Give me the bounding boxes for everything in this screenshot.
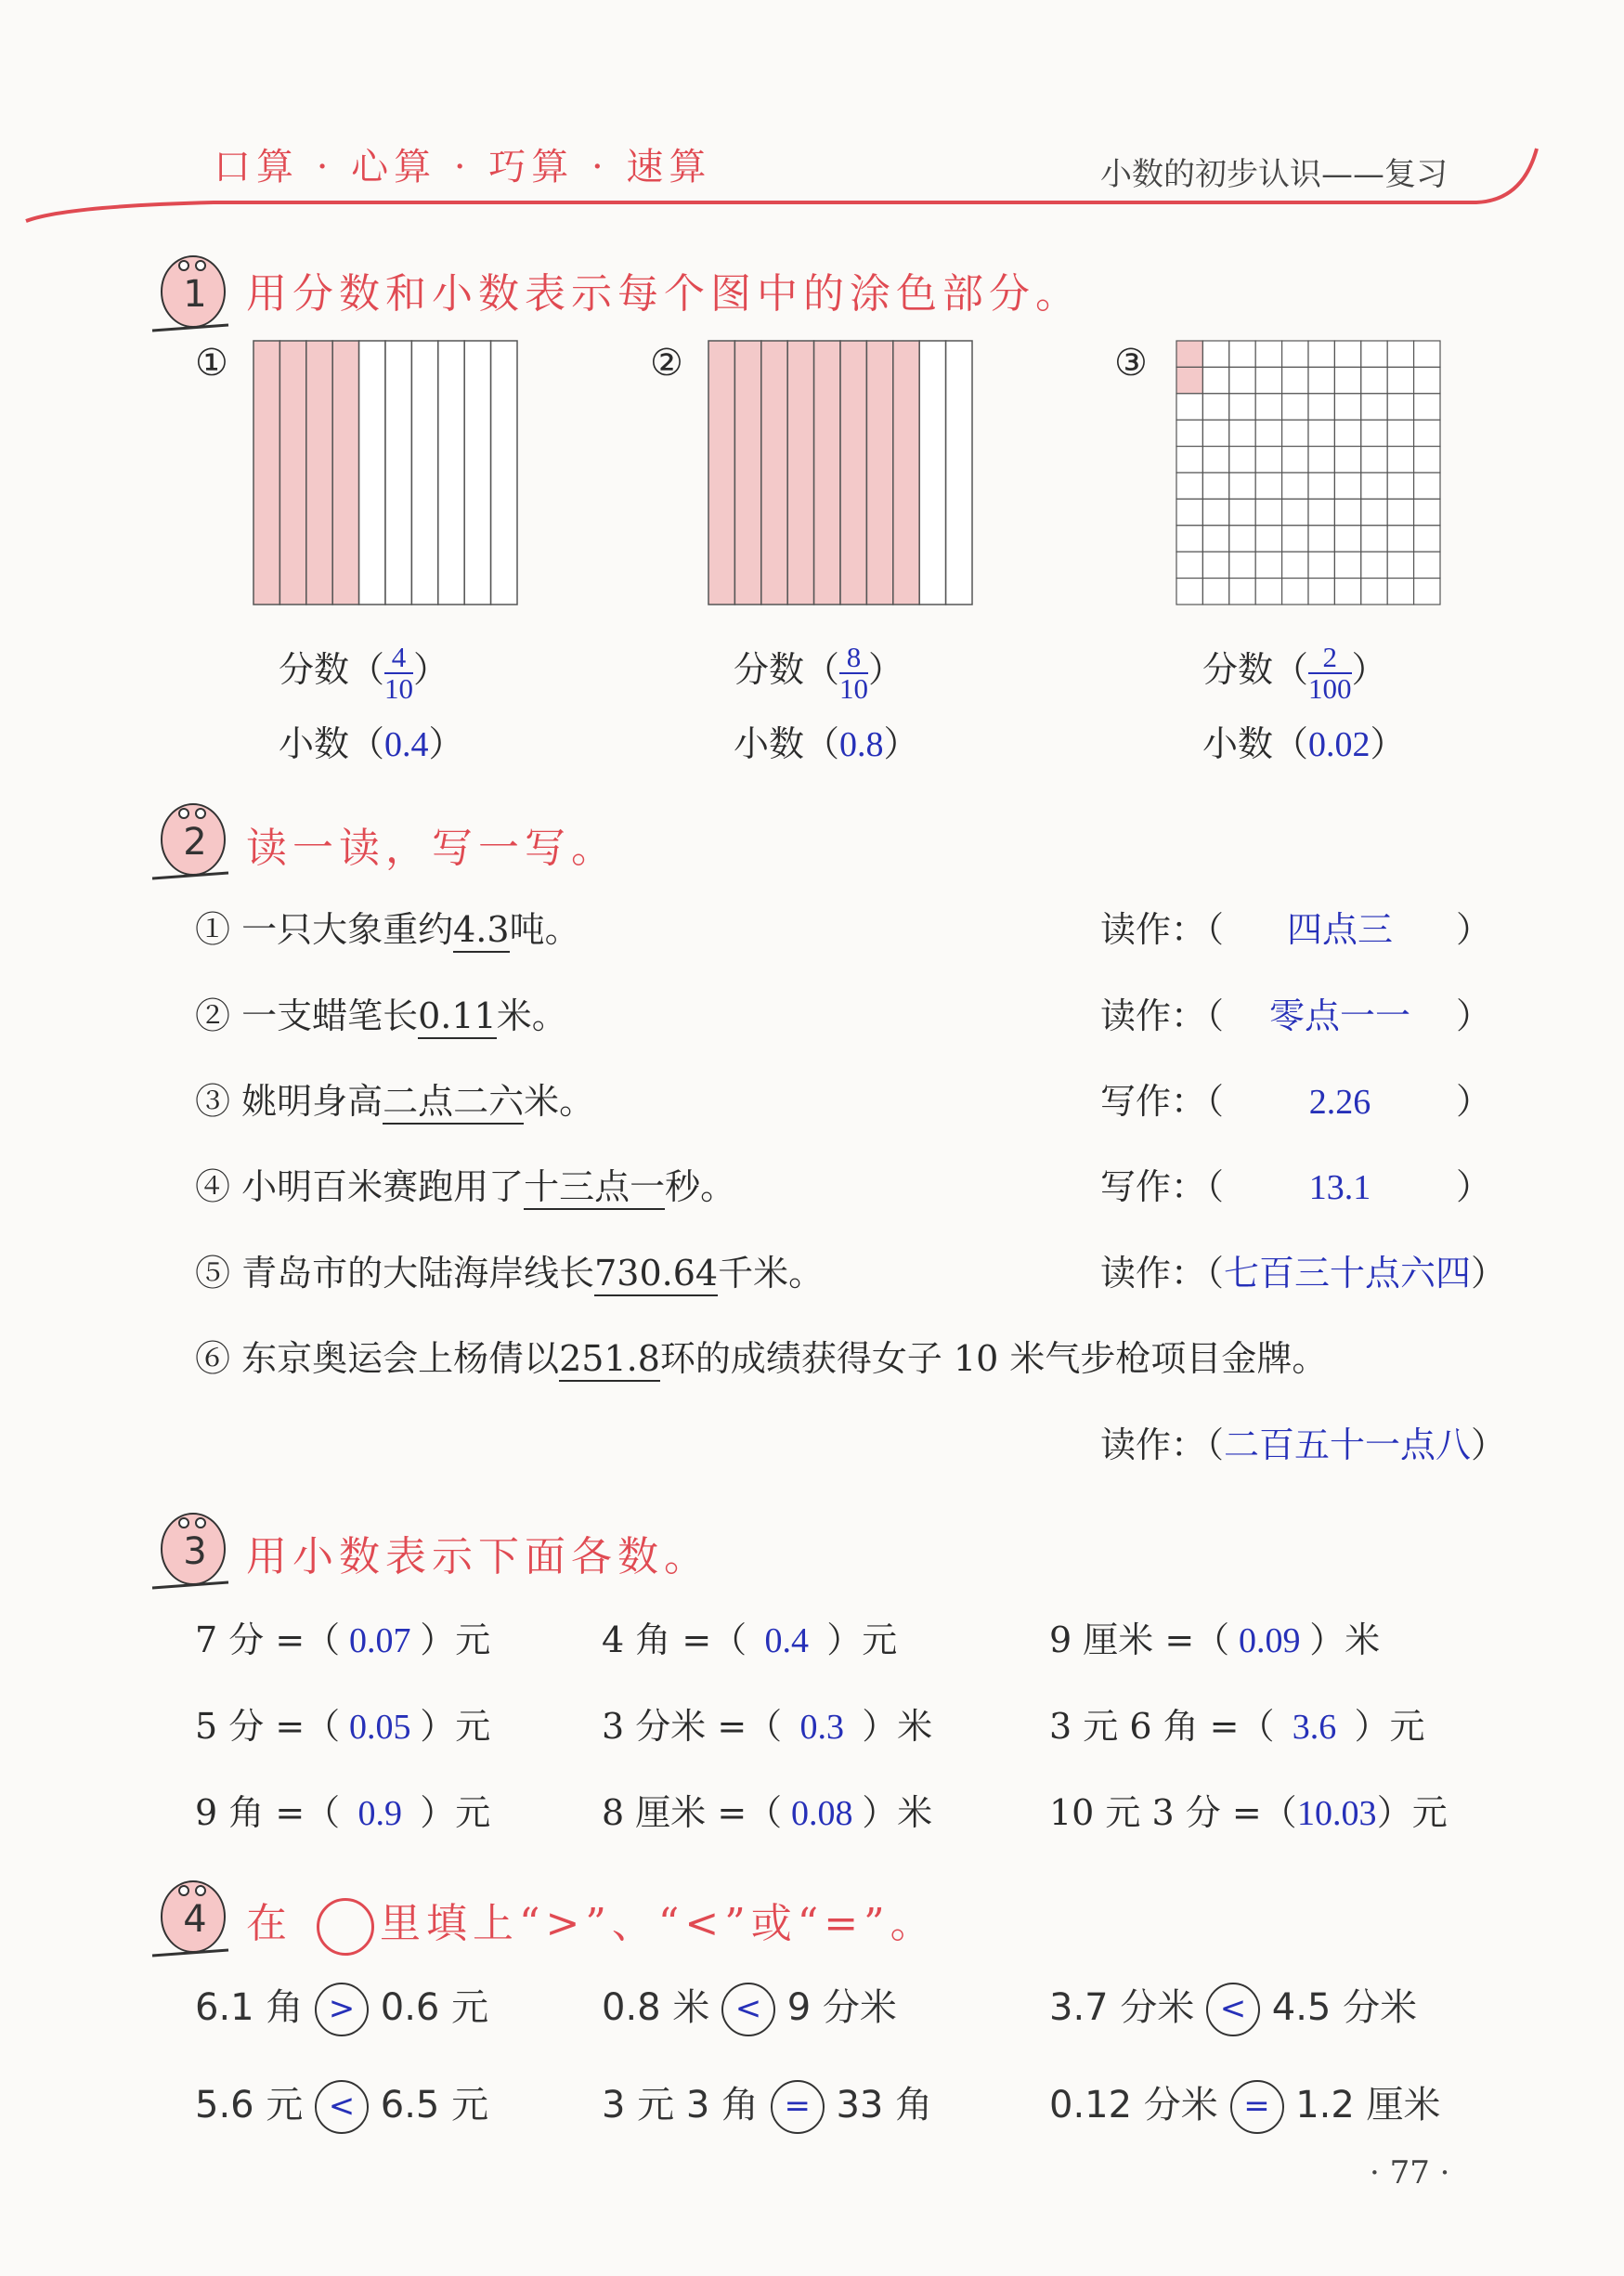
section3-item-8: 8 厘米 =（ 0.08 ）米 bbox=[602, 1792, 933, 1833]
grid-cell bbox=[1387, 394, 1413, 420]
section4-item-6: 0.12 分米 = 1.2 厘米 bbox=[1049, 2075, 1441, 2134]
shaded-strip bbox=[734, 341, 760, 605]
answer-text: 二百五十一点八 bbox=[1224, 1426, 1472, 1465]
comparison-circle: < bbox=[721, 1983, 775, 2036]
grid-cell bbox=[1229, 526, 1255, 552]
bird-badge-icon bbox=[149, 240, 230, 342]
grid-cell bbox=[1229, 447, 1255, 473]
answer-text: 3.6 bbox=[1292, 1708, 1337, 1747]
grid-cell bbox=[1334, 473, 1360, 499]
grid-cell bbox=[1361, 473, 1387, 499]
answer-text: 2.26 bbox=[1308, 1083, 1371, 1122]
grid-cell bbox=[1308, 552, 1334, 578]
svg-text:4: 4 bbox=[183, 1898, 207, 1941]
grid-cell bbox=[1202, 341, 1228, 367]
shaded-strip bbox=[332, 341, 358, 605]
section2-item-4: ④ 小明百米赛跑用了十三点一秒。 bbox=[195, 1158, 735, 1209]
shaded-strip bbox=[306, 341, 332, 605]
grid-cell bbox=[1176, 579, 1202, 605]
grid-cell bbox=[1255, 499, 1281, 525]
shaded-strip bbox=[708, 341, 734, 605]
comparison-circle: < bbox=[315, 2080, 369, 2134]
figure1-decimal-row: 小数（0.4） bbox=[279, 723, 464, 764]
grid-cell bbox=[1255, 552, 1281, 578]
grid-cell bbox=[1202, 394, 1228, 420]
grid-cell bbox=[1202, 447, 1228, 473]
figure3-mark: ③ bbox=[1114, 342, 1148, 384]
grid-cell bbox=[1334, 552, 1360, 578]
answer-text: 0.3 bbox=[799, 1708, 844, 1747]
grid-cell bbox=[1255, 473, 1281, 499]
grid-cell bbox=[1176, 499, 1202, 525]
answer-text: 0.4 bbox=[764, 1621, 809, 1660]
figure1-mark: ① bbox=[195, 342, 228, 384]
grid-cell bbox=[1334, 367, 1360, 393]
grid-cell bbox=[1387, 526, 1413, 552]
grid-cell bbox=[1202, 526, 1228, 552]
underlined-value: 4.3 bbox=[453, 909, 509, 953]
section3-item-9: 10 元 3 分 =（10.03）元 bbox=[1049, 1792, 1448, 1833]
strip bbox=[464, 341, 490, 605]
answer-text: 四点三 bbox=[1287, 911, 1394, 950]
shaded-strip bbox=[893, 341, 919, 605]
grid-cell bbox=[1255, 394, 1281, 420]
strip bbox=[491, 341, 517, 605]
section4-item-2: 0.8 米 < 9 分米 bbox=[602, 1978, 897, 2036]
grid-cell bbox=[1387, 499, 1413, 525]
grid-cell bbox=[1387, 579, 1413, 605]
grid-cell bbox=[1255, 447, 1281, 473]
section2-answer-1: 读作：（ 四点三 ） bbox=[1100, 901, 1509, 952]
grid-cell bbox=[1229, 341, 1255, 367]
grid-cell bbox=[1387, 447, 1413, 473]
strip bbox=[385, 341, 411, 605]
grid-cell bbox=[1255, 367, 1281, 393]
grid-cell bbox=[1334, 579, 1360, 605]
figure2-fraction-row: 分数（ $\frac{8}{10}$ ） bbox=[734, 640, 904, 705]
strip bbox=[359, 341, 385, 605]
section3-item-7: 9 角 =（ 0.9 ）元 bbox=[195, 1792, 491, 1833]
grid-cell bbox=[1361, 394, 1387, 420]
figure2-strips bbox=[708, 340, 973, 605]
svg-text:3: 3 bbox=[183, 1530, 207, 1573]
section1-number: 1 bbox=[183, 273, 207, 316]
figure1-fraction: $\frac{4}{10}$ bbox=[384, 640, 414, 705]
grid-cell bbox=[1361, 420, 1387, 446]
figure3-fraction: $\frac{2}{100}$ bbox=[1308, 640, 1352, 705]
section2-item-3: ③ 姚明身高二点二六米。 bbox=[195, 1073, 594, 1124]
grid-cell bbox=[1282, 367, 1308, 393]
grid-cell bbox=[1387, 367, 1413, 393]
grid-cell bbox=[1414, 579, 1440, 605]
grid-cell bbox=[1229, 473, 1255, 499]
grid-cell bbox=[1387, 473, 1413, 499]
grid-cell bbox=[1282, 552, 1308, 578]
grid-cell bbox=[1308, 526, 1334, 552]
grid-cell bbox=[1229, 367, 1255, 393]
header-right-title: 小数的初步认识——复习 bbox=[1100, 156, 1448, 193]
section4-title: 在 里填上“>”、“<”或“=”。 bbox=[246, 1890, 937, 1956]
shaded-strip bbox=[814, 341, 840, 605]
grid-cell bbox=[1414, 552, 1440, 578]
grid-cell bbox=[1229, 579, 1255, 605]
grid-cell bbox=[1414, 394, 1440, 420]
grid-cell bbox=[1282, 499, 1308, 525]
grid-cell bbox=[1308, 367, 1334, 393]
section4-item-5: 3 元 3 角 = 33 角 bbox=[602, 2075, 932, 2134]
shaded-cell bbox=[1176, 367, 1202, 393]
grid-cell bbox=[1176, 420, 1202, 446]
figure2-mark: ② bbox=[650, 342, 683, 384]
underlined-value: 730.64 bbox=[594, 1253, 718, 1296]
grid-cell bbox=[1334, 499, 1360, 525]
section3-item-4: 5 分 =（ 0.05 ）元 bbox=[195, 1706, 491, 1747]
figure1-fraction-row: 分数（ $\frac{4}{10}$ ） bbox=[279, 640, 449, 705]
figure2-fraction: $\frac{8}{10}$ bbox=[839, 640, 869, 705]
comparison-circle: = bbox=[771, 2080, 825, 2134]
strip bbox=[946, 341, 972, 605]
grid-cell bbox=[1282, 341, 1308, 367]
comparison-circle: > bbox=[315, 1983, 369, 2036]
shaded-cell bbox=[1176, 341, 1202, 367]
grid-cell bbox=[1361, 367, 1387, 393]
shaded-strip bbox=[840, 341, 866, 605]
grid-cell bbox=[1308, 473, 1334, 499]
section3-item-3: 9 厘米 =（ 0.09 ）米 bbox=[1049, 1619, 1381, 1660]
answer-text: 0.05 bbox=[348, 1708, 411, 1747]
grid-cell bbox=[1308, 579, 1334, 605]
header-border-line bbox=[0, 0, 1624, 241]
section2-answer-6: 读作：（二百五十一点八） bbox=[1100, 1416, 1509, 1467]
grid-cell bbox=[1255, 420, 1281, 446]
grid-cell bbox=[1255, 526, 1281, 552]
grid-cell bbox=[1229, 394, 1255, 420]
grid-cell bbox=[1414, 526, 1440, 552]
section4-item-3: 3.7 分米 < 4.5 分米 bbox=[1049, 1978, 1417, 2036]
grid-cell bbox=[1255, 341, 1281, 367]
grid-cell bbox=[1334, 526, 1360, 552]
section2-item-1: ① 一只大象重约4.3吨。 bbox=[195, 901, 580, 952]
grid-cell bbox=[1414, 367, 1440, 393]
grid-cell bbox=[1361, 499, 1387, 525]
grid-cell bbox=[1414, 420, 1440, 446]
grid-cell bbox=[1308, 447, 1334, 473]
section2-item-5: ⑤ 青岛市的大陆海岸线长730.64千米。 bbox=[195, 1244, 824, 1295]
figure2-decimal: 0.8 bbox=[839, 725, 884, 764]
grid-cell bbox=[1202, 420, 1228, 446]
grid-cell bbox=[1308, 499, 1334, 525]
grid-cell bbox=[1176, 526, 1202, 552]
bird-badge-icon bbox=[149, 1497, 230, 1599]
section3-item-2: 4 角 =（ 0.4 ）元 bbox=[602, 1619, 898, 1660]
section1-title: 用分数和小数表示每个图中的涂色部分。 bbox=[246, 270, 1082, 318]
grid-cell bbox=[1202, 473, 1228, 499]
answer-text: 零点一一 bbox=[1269, 997, 1411, 1036]
underlined-value: 二点二六 bbox=[383, 1081, 524, 1125]
shaded-strip bbox=[279, 341, 305, 605]
answer-text: 10.03 bbox=[1296, 1794, 1377, 1833]
grid-cell bbox=[1334, 420, 1360, 446]
grid-cell bbox=[1229, 499, 1255, 525]
shaded-strip bbox=[253, 341, 279, 605]
grid-cell bbox=[1282, 447, 1308, 473]
comparison-circle: < bbox=[1206, 1983, 1260, 2036]
grid-cell bbox=[1308, 341, 1334, 367]
underlined-value: 十三点一 bbox=[524, 1166, 665, 1210]
grid-cell bbox=[1361, 552, 1387, 578]
section3-item-5: 3 分米 =（ 0.3 ）米 bbox=[602, 1706, 933, 1747]
grid-cell bbox=[1414, 447, 1440, 473]
grid-cell bbox=[1202, 552, 1228, 578]
grid-cell bbox=[1334, 447, 1360, 473]
underlined-value: 0.11 bbox=[418, 995, 497, 1039]
section3-item-6: 3 元 6 角 =（ 3.6 ）元 bbox=[1049, 1706, 1425, 1747]
shaded-strip bbox=[866, 341, 892, 605]
grid-cell bbox=[1308, 394, 1334, 420]
shaded-strip bbox=[787, 341, 813, 605]
figure3-grid bbox=[1176, 340, 1441, 605]
grid-cell bbox=[1282, 394, 1308, 420]
grid-cell bbox=[1414, 499, 1440, 525]
figure3-fraction-row: 分数（ $\frac{2}{100}$ ） bbox=[1202, 640, 1387, 705]
figure2-decimal-row: 小数（0.8） bbox=[734, 723, 919, 764]
underlined-value: 251.8 bbox=[559, 1338, 660, 1382]
grid-cell bbox=[1334, 394, 1360, 420]
grid-cell bbox=[1202, 499, 1228, 525]
section2-answer-3: 写作：（ 2.26 ） bbox=[1100, 1081, 1492, 1122]
figure3-decimal-row: 小数（0.02） bbox=[1202, 723, 1406, 764]
grid-cell bbox=[1282, 579, 1308, 605]
answer-text: 0.07 bbox=[348, 1621, 411, 1660]
circle-blank-icon bbox=[317, 1898, 374, 1956]
grid-cell bbox=[1282, 526, 1308, 552]
section4-item-1: 6.1 角 > 0.6 元 bbox=[195, 1978, 488, 2036]
svg-text:2: 2 bbox=[183, 821, 207, 864]
grid-cell bbox=[1361, 447, 1387, 473]
grid-cell bbox=[1334, 341, 1360, 367]
bird-badge-icon bbox=[149, 787, 230, 890]
answer-text: 0.09 bbox=[1238, 1621, 1301, 1660]
section3-title: 用小数表示下面各数。 bbox=[246, 1533, 710, 1580]
strip bbox=[411, 341, 437, 605]
grid-cell bbox=[1282, 473, 1308, 499]
grid-cell bbox=[1361, 526, 1387, 552]
grid-cell bbox=[1361, 579, 1387, 605]
bird-badge-icon bbox=[149, 1865, 230, 1967]
comparison-circle: = bbox=[1230, 2080, 1284, 2134]
grid-cell bbox=[1202, 579, 1228, 605]
answer-text: 七百三十点六四 bbox=[1224, 1255, 1472, 1294]
section2-answer-2: 读作：（ 零点一一 ） bbox=[1100, 987, 1509, 1038]
figure3-decimal: 0.02 bbox=[1308, 725, 1371, 764]
grid-cell bbox=[1414, 341, 1440, 367]
shaded-strip bbox=[761, 341, 787, 605]
grid-cell bbox=[1387, 341, 1413, 367]
grid-cell bbox=[1229, 420, 1255, 446]
section2-item-6: ⑥ 东京奥运会上杨倩以251.8环的成绩获得女子 10 米气步枪项目金牌。 bbox=[195, 1330, 1327, 1381]
page-number: · 77 · bbox=[1370, 2154, 1450, 2191]
figure1-strips bbox=[253, 340, 518, 605]
grid-cell bbox=[1387, 420, 1413, 446]
grid-cell bbox=[1176, 447, 1202, 473]
section3-item-1: 7 分 =（ 0.07 ）元 bbox=[195, 1619, 491, 1660]
grid-cell bbox=[1176, 394, 1202, 420]
section2-answer-5: 读作：（七百三十点六四） bbox=[1100, 1244, 1509, 1295]
grid-cell bbox=[1176, 473, 1202, 499]
grid-cell bbox=[1282, 420, 1308, 446]
grid-cell bbox=[1361, 341, 1387, 367]
answer-text: 0.9 bbox=[357, 1794, 402, 1833]
section2-item-2: ② 一支蜡笔长0.11米。 bbox=[195, 987, 567, 1038]
strip bbox=[919, 341, 945, 605]
grid-cell bbox=[1255, 579, 1281, 605]
figure1-decimal: 0.4 bbox=[384, 725, 429, 764]
grid-cell bbox=[1176, 552, 1202, 578]
grid-cell bbox=[1229, 552, 1255, 578]
section2-title: 读一读，写一写。 bbox=[246, 825, 617, 872]
grid-cell bbox=[1308, 420, 1334, 446]
grid-cell bbox=[1387, 552, 1413, 578]
answer-text: 13.1 bbox=[1308, 1168, 1371, 1207]
header-left-title: 口算 · 心算 · 巧算 · 速算 bbox=[214, 146, 712, 189]
answer-text: 0.08 bbox=[790, 1794, 853, 1833]
section4-item-4: 5.6 元 < 6.5 元 bbox=[195, 2075, 488, 2134]
section2-answer-4: 写作：（ 13.1 ） bbox=[1100, 1166, 1492, 1207]
strip bbox=[438, 341, 464, 605]
grid-cell bbox=[1414, 473, 1440, 499]
grid-cell bbox=[1202, 367, 1228, 393]
